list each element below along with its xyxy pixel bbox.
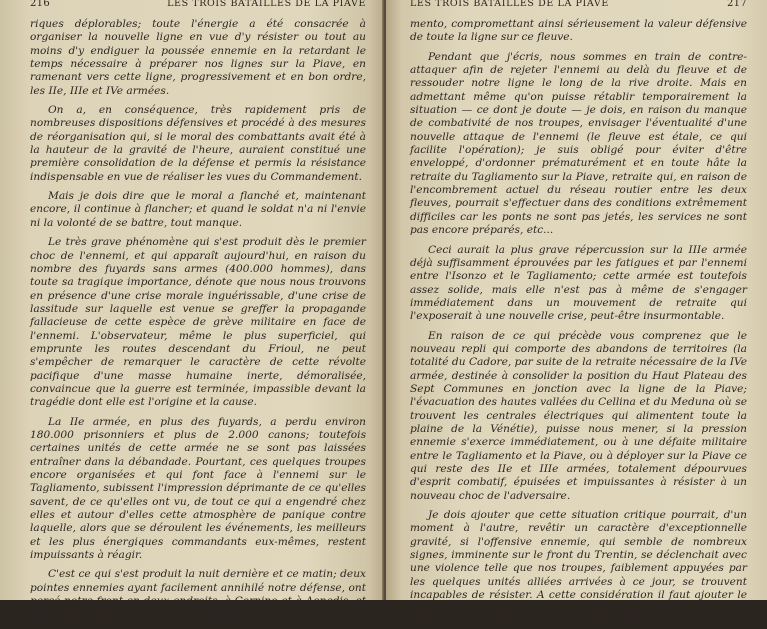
right-paragraph-2: Pendant que j'écris, nous sommes en train de contre-attaquer afin de rejeter l'ennemi au delà du fleuve et de ressouder notre ligne le long de la rive droite. Mais en admettant même qu'on puisse rétablir temporairement la situation — ce dont je doute — je dois, en raison du manque de combativité de nos troupes, envisager l'éventualité d'une nouvelle attaque de l'ennemi (le fleuve est étale, ce qui facilite l'opération); je suis obligé pour éviter d'être enveloppé, d'ordonner prématurément et en toute hâte la retraite du Tagliamento sur la Piave, retraite qui, en raison de l'encombrement actuel du réseau routier entre les deux fleuves, pourrait s'effectuer dans des conditions extrêmement difficiles car les ponts ne sont pas jetés, les services ne sont pas encore préparés, etc... bbox=[410, 50, 747, 237]
right-paragraph-3: Ceci aurait la plus grave répercussion sur la IIIe armée déjà suffisamment éprouvées par les fatigues et par l'ennemi entre l'Isonzo et le Tagliamento; cette armée est toutefois assez solide, mais elle n'est pas à même de s'engager immédiatement dans un mouvement de retraite qui l'exposerait à une nouvelle crise, peut-être insurmontable. bbox=[410, 243, 747, 323]
left-page bbox=[0, 0, 384, 621]
left-page-body bbox=[30, 18, 366, 622]
left-page-number: 216 bbox=[30, 0, 50, 9]
right-paragraph-5: Je dois ajouter que cette situation critique pourrait, d'un moment à l'autre, revêtir un caractère d'exceptionnelle gravité, si l'offensive ennemie, qui semble de nombreux signes, imminente sur le front du Trentin, se déclenchait avec une violence telle que nos troupes, faiblement appuyées par les quelques unités alliées arrivées à ce jour, se trouvent incapables de résister. A cette considération il faut ajouter le fait que personne ne sait aujourd'hui, après ce qui s'est produit, quelle est l'étendue exacte des ravages de bbox=[410, 509, 747, 628]
left-paragraph-2: On a, en conséquence, très rapidement pris de nombreuses dispositions défensives et procédé à des mesures de réorganisation qui, si le moral des combattants avait été à la hauteur de la gravité de l'heure, auraient constitué une première consolidation de la défense et permis la résistance indispensable en vue de réaliser les vues du Commandement. bbox=[30, 104, 366, 183]
left-paragraph-3: Mais je dois dire que le moral a flanché et, maintenant encore, il continue à flancher; et quand le soldat n'a ni l'envie ni la volonté de se battre, tout manque. bbox=[30, 190, 366, 229]
left-paragraph-4: Le très grave phénomène qui s'est produit dès le premier choc de l'ennemi, et qui apparaît aujourd'hui, en raison du nombre des fuyards sans armes (400.000 hommes), dans toute sa tragique importance, dénote que nous nous trouvons en présence d'une crise morale inguérissable, d'une crise de lassitude sur laquelle est venue se greffer la propagande fallacieuse de cette espèce de grève militaire en face de l'ennemi. L'observateur, même le plus superficiel, qui emprunte les routes descendant du Frioul, ne peut s'empêcher de remarquer le caractère de cette révolte pacifique d'une masse humaine inerte, démoralisée, convaincue que la guerre est terminée, impassible devant la tragédie dont elle est l'origine et la cause. bbox=[30, 236, 366, 409]
right-page-number: 217 bbox=[727, 0, 747, 9]
right-page-header bbox=[410, 0, 747, 14]
right-page-body bbox=[410, 18, 747, 629]
right-running-title: LES TROIS BATAILLES DE LA PIAVE bbox=[410, 0, 609, 9]
left-page-header bbox=[30, 0, 366, 14]
right-paragraph-1: mento, compromettant ainsi sérieusement la valeur défensive de toute la ligne sur ce fleuve. bbox=[410, 18, 747, 44]
left-paragraph-6: C'est ce qui s'est produit la nuit dernière et ce matin; deux pointes ennemies ayant facilement annihilé notre défense, ont percé notre front en deux endroits, à Cornino et à Aonedis, et ont débordé sur la rive droite du Taglia- bbox=[30, 568, 366, 621]
left-running-title: LES TROIS BATAILLES DE LA PIAVE bbox=[167, 0, 366, 9]
left-paragraph-1: riques déplorables; toute l'énergie a été consacrée à organiser la nouvelle ligne en vue d'y résister ou tout au moins d'y endiguer la poussée ennemie en la retardant le temps nécessaire à préparer nos lignes sur la Piave, en ramenant vers cette ligne, progressivement et en bon ordre, les IIe, IIIe et IVe armées. bbox=[30, 18, 366, 97]
right-paragraph-4: En raison de ce qui précède vous comprenez que le nouveau repli qui comporte des abandons de territoires (la totalité du Cadore, par suite de la retraite nécessaire de la IVe armée, destinée à consolider la position du Haut Plateau des Sept Communes en jonction avec la ligne de la Piave; l'évacuation des hautes vallées du Cellina et du Meduna où se trouvent les centrales électriques qui alimentent toute la plaine de la Vénétie), puisse nous mener, si la pression ennemie s'exerce immédiatement, ou à une défaite militaire entre le Tagliamento et la Piave, ou à déployer sur la Piave ce qui reste des IIe et IIIe armées, totalement dépourvues d'esprit combatif, épuisées et impuissantes à résister à un nouveau choc de l'adversaire. bbox=[410, 329, 747, 502]
left-paragraph-5: La IIe armée, en plus des fuyards, a perdu environ 180.000 prisonniers et plus de 2.000 canons; toutefois certaines unités de cette armée ne se sont pas laissées entraîner dans la débandade. Pourtant, ces quelques troupes encore organisées et qui font face à l'ennemi sur le Tagliamento, subissent l'impression déprimante de ce qu'elles savent, de ce qu'elles ont vu, de tout ce qui a engendré chez elles et autour d'elles cette atmosphère de panique contre laquelle, alors que se déroulent les événements, les meilleurs et les plus énergiques commandants eux-mêmes, restent impuissants à réagir. bbox=[30, 415, 366, 562]
right-page bbox=[386, 0, 767, 628]
